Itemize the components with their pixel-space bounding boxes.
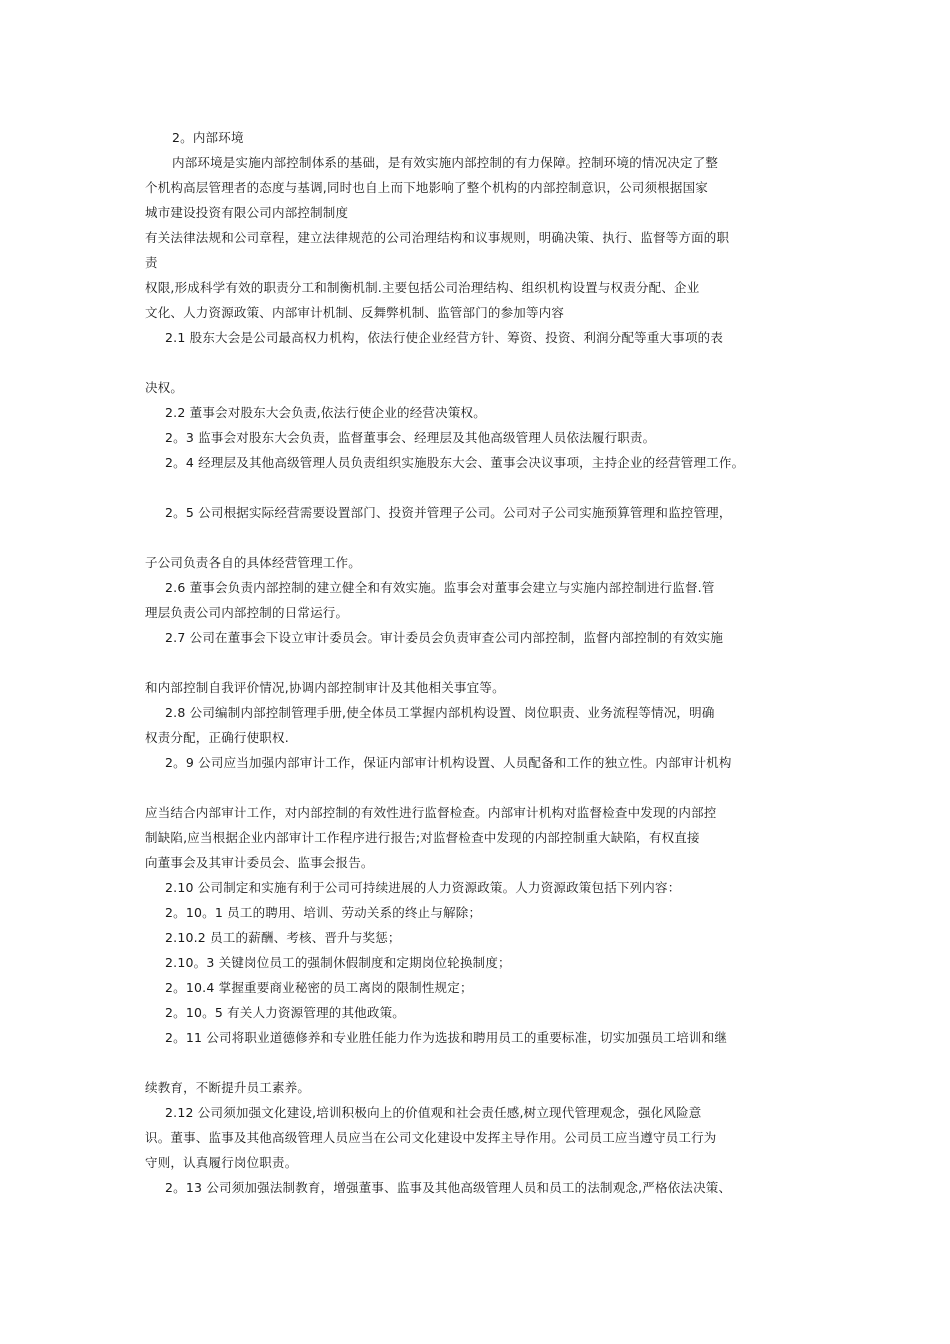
clause-2-6: 2.6 董事会负责内部控制的建立健全和有效实施。监事会对董事会建立与实施内部控制进行监督.管 bbox=[165, 580, 715, 595]
text-line: 责 bbox=[145, 255, 158, 270]
text-line: 续教育，不断提升员工素养。 bbox=[145, 1080, 311, 1095]
text-line: 制缺陷,应当根据企业内部审计工作程序进行报告;对监督检查中发现的内部控制重大缺陷，有权直接 bbox=[145, 830, 700, 845]
clause-2-10-2: 2.10.2 员工的薪酬、考核、晋升与奖惩； bbox=[165, 930, 401, 945]
text-line: 理层负责公司内部控制的日常运行。 bbox=[145, 605, 349, 620]
text-line: 向董事会及其审计委员会、监事会报告。 bbox=[145, 855, 374, 870]
text-line: 应当结合内部审计工作，对内部控制的有效性进行监督检查。内部审计机构对监督检查中发现的内部控 bbox=[145, 805, 717, 820]
clause-2-4: 2。4 经理层及其他高级管理人员负责组织实施股东大会、董事会决议事项，主持企业的经营管理工作。 bbox=[165, 455, 745, 470]
section-heading: 2。内部环境 bbox=[172, 130, 244, 145]
clause-2-12: 2.12 公司须加强文化建设,培训积极向上的价值观和社会责任感,树立现代管理观念，强化风险意 bbox=[165, 1105, 702, 1120]
clause-2-3: 2。3 监事会对股东大会负责，监督董事会、经理层及其他高级管理人员依法履行职责。 bbox=[165, 430, 656, 445]
clause-2-10-3: 2.10。3 关键岗位员工的强制休假制度和定期岗位轮换制度； bbox=[165, 955, 511, 970]
text-line: 个机构高层管理者的态度与基调,同时也自上而下地影响了整个机构的内部控制意识，公司须根据国家 bbox=[145, 180, 708, 195]
text-line: 文化、人力资源政策、内部审计机制、反舞弊机制、监管部门的参加等内容 bbox=[145, 305, 565, 320]
text-line: 内部环境是实施内部控制体系的基础，是有效实施内部控制的有力保障。控制环境的情况决定了整 bbox=[172, 155, 719, 170]
text-line: 权限,形成科学有效的职责分工和制衡机制.主要包括公司治理结构、组织机构设置与权责分配、企业 bbox=[145, 280, 700, 295]
clause-2-7: 2.7 公司在董事会下设立审计委员会。审计委员会负责审查公司内部控制，监督内部控制的有效实施 bbox=[165, 630, 724, 645]
text-line: 权责分配，正确行使职权. bbox=[145, 730, 289, 745]
text-line: 子公司负责各自的具体经营管理工作。 bbox=[145, 555, 361, 570]
text-line: 守则，认真履行岗位职责。 bbox=[145, 1155, 298, 1170]
clause-2-10-5: 2。10。5 有关人力资源管理的其他政策。 bbox=[165, 1005, 405, 1020]
clause-2-10: 2.10 公司制定和实施有利于公司可持续进展的人力资源政策。人力资源政策包括下列内容： bbox=[165, 880, 681, 895]
text-line: 有关法律法规和公司章程，建立法律规范的公司治理结构和议事规则，明确决策、执行、监督等方面的职 bbox=[145, 230, 730, 245]
clause-2-13: 2。13 公司须加强法制教育，增强董事、监事及其他高级管理人员和员工的法制观念,严格依法决策、 bbox=[165, 1180, 732, 1195]
text-line: 识。董事、监事及其他高级管理人员应当在公司文化建设中发挥主导作用。公司员工应当遵守员工行为 bbox=[145, 1130, 717, 1145]
text-line: 决权。 bbox=[145, 380, 184, 395]
clause-2-10-1: 2。10。1 员工的聘用、培训、劳动关系的终止与解除； bbox=[165, 905, 482, 920]
clause-2-2: 2.2 董事会对股东大会负责,依法行使企业的经营决策权。 bbox=[165, 405, 486, 420]
clause-2-11: 2。11 公司将职业道德修养和专业胜任能力作为选拔和聘用员工的重要标准，切实加强员工培训和继 bbox=[165, 1030, 728, 1045]
clause-2-5: 2。5 公司根据实际经营需要设置部门、投资并管理子公司。公司对子公司实施预算管理和监控管理， bbox=[165, 505, 732, 520]
clause-2-1: 2.1 股东大会是公司最高权力机构，依法行使企业经营方针、筹资、投资、利润分配等重大事项的表 bbox=[165, 330, 724, 345]
document-title-line: 城市建设投资有限公司内部控制制度 bbox=[145, 205, 349, 220]
text-line: 和内部控制自我评价情况,协调内部控制审计及其他相关事宜等。 bbox=[145, 680, 505, 695]
clause-2-10-4: 2。10.4 掌握重要商业秘密的员工离岗的限制性规定； bbox=[165, 980, 473, 995]
clause-2-8: 2.8 公司编制内部控制管理手册,使全体员工掌握内部机构设置、岗位职责、业务流程等情况，明确 bbox=[165, 705, 715, 720]
clause-2-9: 2。9 公司应当加强内部审计工作，保证内部审计机构设置、人员配备和工作的独立性。内部审计机构 bbox=[165, 755, 732, 770]
